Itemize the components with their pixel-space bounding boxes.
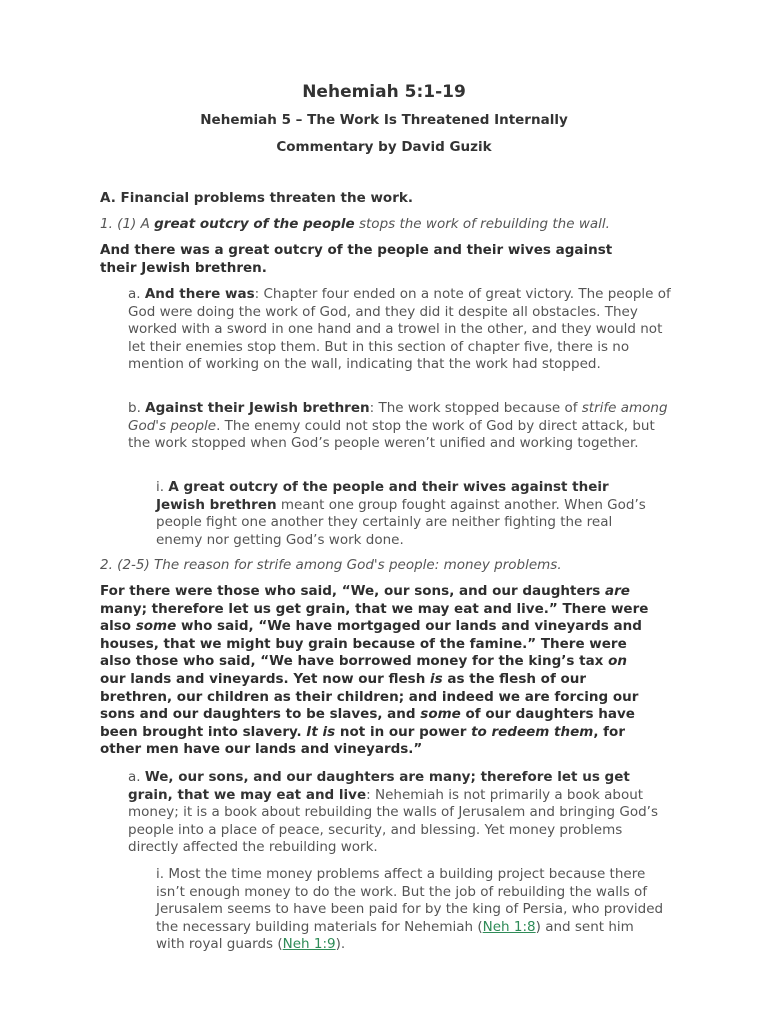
comment-2a-text: : Nehemiah is not primarily a book about money; it is a book about rebuilding the walls of Jerusalem and bringing God’s people into a place of peace, security, and blessing. Yet money problems directly affected the rebuilding work. <box>128 786 658 856</box>
comment-1b-i <box>156 479 656 549</box>
comment-1a-bold: And there was <box>144 286 255 302</box>
comment-1b-label: b. <box>128 400 146 416</box>
comment-2a-bold: We, our sons, and our daughters are many; therefore let us get grain, that we may eat and live <box>128 769 630 803</box>
page-subtitle: Nehemiah 5 – The Work Is Threatened Internally <box>200 112 568 128</box>
comment-2a-i-text3: ). <box>335 936 346 953</box>
verse-2-italic: some <box>420 706 461 723</box>
verse-2-italic: It is <box>306 723 336 740</box>
comment-2a <box>128 769 660 857</box>
verse-2-part: our lands and vineyards. Yet now our flesh <box>100 670 431 687</box>
point-1 <box>100 216 700 234</box>
comment-1b-italic: strife among God's people <box>128 400 668 434</box>
verse-2-part: as the flesh of our brethren, our children as their children; and indeed we are forcing our sons and our daughters to be slaves, and <box>100 670 639 723</box>
comment-1b-text2: . The enemy could not stop the work of God by direct attack, but the work stopped when God’s people weren’t unified and working together. <box>128 417 655 452</box>
comment-1a-text: : Chapter four ended on a note of great victory. The people of God were doing the work of God, and they did it despite all obstacles. They worked with a sword in one hand and a trowel in the other, and they would not let their enemies stop them. But in this section of chapter five, there is no mention of working on the wall, indicating that the work had stopped. <box>128 286 671 373</box>
comment-2a-i-text1: i. Most the time money problems affect a building project because there isn’t enough money to do the work. But the job of rebuilding the walls of Jerusalem seems to have been paid for by the king of Persia, who provided the necessary building materials for Nehemiah ( <box>156 866 664 935</box>
point-1-bold: great outcry of the people <box>154 216 355 232</box>
scripture-verse-2 <box>100 583 656 759</box>
comment-2a-i-text2: ) and sent him with royal guards ( <box>156 918 634 953</box>
verse-2-part: many; therefore let us get grain, that we may eat and live.” There were also <box>100 600 649 635</box>
comment-1a <box>128 286 672 374</box>
author-line: Commentary by David Guzik <box>276 139 492 155</box>
point-1-rest: stops the work of rebuilding the wall. <box>354 216 610 232</box>
verse-2-italic: are <box>605 583 630 599</box>
comment-1b <box>128 400 668 453</box>
comment-2a-label: a. <box>128 769 145 785</box>
comment-2a-i <box>156 866 666 954</box>
comment-1b-i-bold: A great outcry of the people and their wives against their Jewish brethren <box>156 479 609 513</box>
point-2: 2. (2-5) The reason for strife among God's people: money problems. <box>100 557 562 573</box>
section-heading-a: A. Financial problems threaten the work. <box>100 190 413 206</box>
verse-2-part: , for other men have our lands and vineyards.” <box>100 723 625 758</box>
comment-1b-text1: : The work stopped because of <box>369 400 582 416</box>
scripture-link-neh-1-9[interactable]: Neh 1:9 <box>282 936 336 953</box>
verse-2-italic: is <box>430 670 443 687</box>
verse-2-italic: to redeem them <box>471 723 594 740</box>
page-title: Nehemiah 5:1-19 <box>302 82 466 102</box>
verse-2-part: who said, “We have mortgaged our lands and vineyards and houses, that we might buy grain because of the famine.” There were also those who said, “We have borrowed money for the king’s tax <box>100 618 642 670</box>
verse-2-part: For there were those who said, “We, our sons, and our daughters <box>100 583 606 599</box>
verse-2-italic: some <box>135 618 177 635</box>
verse-2-part: not in our power <box>335 723 472 740</box>
comment-1b-i-text: meant one group fought against another. When God’s people fight one another they certainly are neither fighting the real enemy nor getting God’s work done. <box>156 496 646 548</box>
verse-2-part: of our daughters have been brought into slavery. <box>100 706 635 740</box>
comment-1a-label: a. <box>128 286 145 302</box>
point-1-prefix: 1. (1) A <box>100 216 155 232</box>
comment-1b-i-label: i. <box>156 479 169 495</box>
comment-1b-bold: Against their Jewish brethren <box>145 400 370 416</box>
verse-2-italic: on <box>608 653 627 670</box>
scripture-link-neh-1-8[interactable]: Neh 1:8 <box>482 918 536 935</box>
scripture-verse-1: And there was a great outcry of the people and their wives against their Jewish brethren. <box>100 242 613 276</box>
